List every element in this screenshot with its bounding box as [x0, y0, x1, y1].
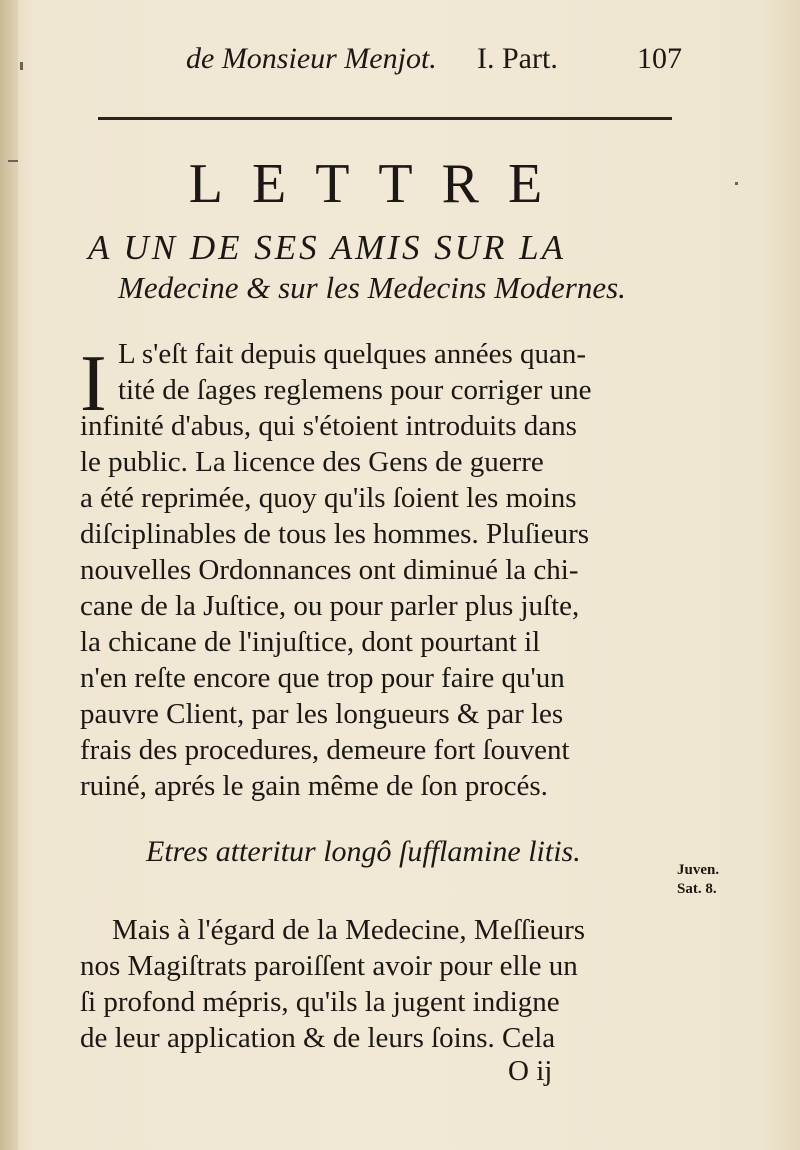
body-line: tité de ſages reglemens pour corriger une [118, 374, 592, 406]
body-line: nos Magiſtrats paroiſſent avoir pour elle un [80, 950, 578, 982]
ink-speck [20, 62, 23, 70]
running-header-part: I. Part. [477, 42, 558, 75]
header-rule [98, 117, 672, 120]
body-line: diſciplinables de tous les hommes. Pluſieurs [80, 518, 590, 550]
margin-note-source: Juven. [677, 862, 720, 878]
body-line: de leur application & de leurs ſoins. Cela [80, 1022, 556, 1054]
chapter-heading: LETTRE [188, 153, 572, 215]
body-line: infinité d'abus, qui s'étoient introduits dans [80, 410, 577, 442]
ink-speck [8, 160, 18, 162]
body-line: frais des procedures, demeure fort ſouvent [80, 734, 570, 766]
body-line: n'en reſte encore que trop pour faire qu'un [80, 662, 565, 694]
body-line: Mais à l'égard de la Medecine, Meſſieurs [112, 914, 586, 946]
body-line: ruiné, aprés le gain même de ſon procés. [80, 770, 548, 802]
latin-quotation: Etres atteritur longô ſufflamine litis. [146, 835, 581, 868]
signature-mark: O ij [508, 1055, 553, 1087]
running-header-title: de Monsieur Menjot. [186, 42, 437, 75]
drop-cap: I [80, 340, 107, 428]
body-line: nouvelles Ordonnances ont diminué la chi- [80, 554, 579, 586]
chapter-subtitle-line-2: Medecine & sur les Medecins Modernes. [118, 270, 626, 305]
body-line: cane de la Juſtice, ou pour parler plus juſte, [80, 590, 580, 622]
body-line: L s'eſt fait depuis quelques années quan- [118, 338, 587, 370]
body-line: pauvre Client, par les longueurs & par les [80, 698, 564, 730]
body-line: la chicane de l'injuſtice, dont pourtant il [80, 626, 541, 658]
running-header [180, 42, 690, 86]
body-line: le public. La licence des Gens de guerre [80, 446, 544, 478]
page-number: 107 [637, 42, 682, 75]
body-line: a été reprimée, quoy qu'ils ſoient les moins [80, 482, 577, 514]
margin-note-reference: Sat. 8. [677, 881, 717, 897]
ink-speck [735, 182, 738, 185]
chapter-subtitle-line-1: A UN DE SES AMIS SUR LA [88, 228, 566, 267]
body-line: ſi profond mépris, qu'ils la jugent indigne [80, 986, 560, 1018]
